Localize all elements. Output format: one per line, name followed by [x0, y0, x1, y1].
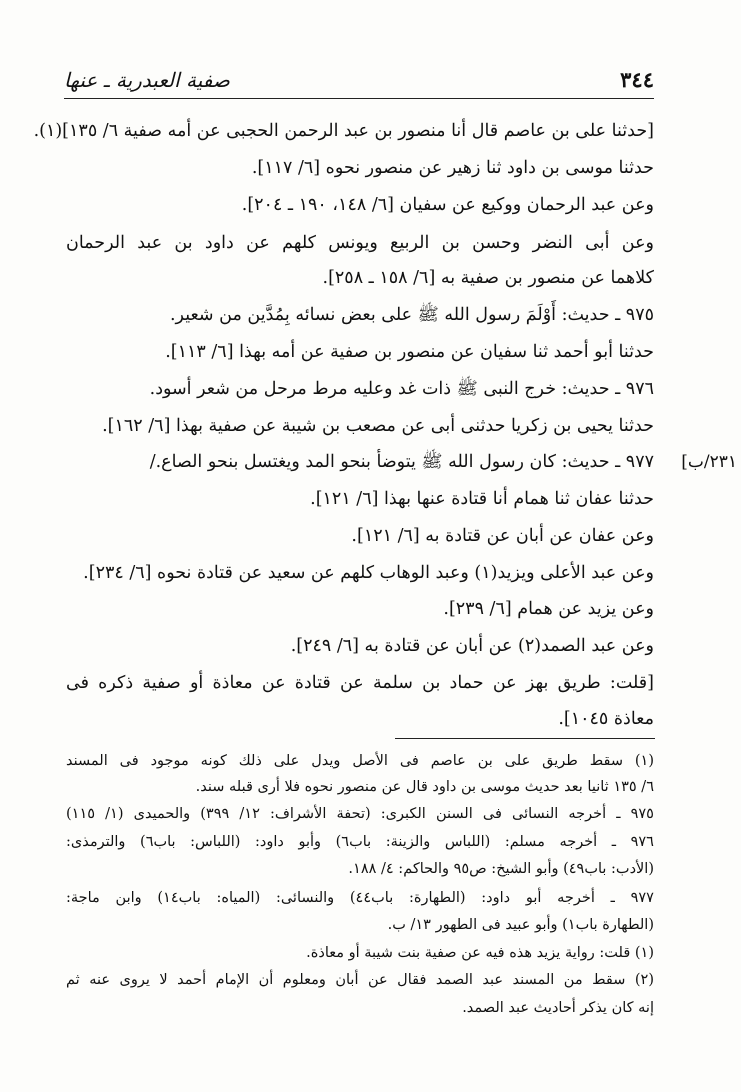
- text-line: وعن عبد الرحمان ووكيع عن سفيان [٦/ ١٤٨، ١٩٠ ـ ٢٠٤].: [241, 195, 654, 215]
- text-line: حدثنا عفان ثنا همام أنا قتادة عنها بهذا [٦/ ١٢١].: [310, 489, 654, 509]
- page-number: ٣٤٤: [620, 67, 654, 92]
- footnote-line: (الطهارة باب١) وأبو عبيد فى الطهور ١٣/ ب.: [387, 917, 654, 933]
- text-line: [قلت: طريق بهز عن حماد بن سلمة عن قتادة عن معاذة أو صفية ذكره فى: [66, 673, 654, 693]
- text-line: وعن عبد الصمد(٢) عن أبان عن قتادة به [٦/ ٢٤٩].: [290, 636, 654, 656]
- footnote-line: ٩٧٧ ـ أخرجه أبو داود: (الطهارة: باب٤٤) والنسائى: (المياه: باب١٤) وابن ماجة:: [66, 890, 654, 906]
- text-line: وعن عفان عن أبان عن قتادة به [٦/ ١٢١].: [351, 526, 654, 546]
- text-line: [حدثنا على بن عاصم قال أنا منصور بن عبد الرحمن الحجبى عن أمه صفية ٦/ ١٣٥](١).: [33, 121, 654, 141]
- hadith-heading-977: ٩٧٧ ـ حديث: كان رسول الله ﷺ يتوضأ بنحو المد ويغتسل بنحو الصاع./: [149, 452, 654, 472]
- footnote-line: ٩٧٦ ـ أخرجه مسلم: (اللباس والزينة: باب٦) وأبو داود: (اللباس: باب٦) والترمذى:: [66, 834, 654, 850]
- hadith-heading-975: ٩٧٥ ـ حديث: أَوْلَمَ رسول الله ﷺ على بعض نسائه بِمُدَّين من شعير.: [169, 305, 654, 325]
- footnote-line: ٩٧٥ ـ أخرجه النسائى فى السنن الكبرى: (تحفة الأشراف: ١٢/ ٣٩٩) والحميدى (١/ ١١٥): [66, 806, 654, 822]
- running-title: صفية العبدرية ـ عنها: [64, 68, 230, 92]
- text-line: معاذة ١٠٤٥].: [558, 709, 654, 729]
- footnote-line: (الأدب: باب٤٩) وأبو الشيخ: ص٩٥ والحاكم: ٤/ ١٨٨.: [348, 861, 654, 877]
- text-line: كلاهما عن منصور بن صفية به [٦/ ١٥٨ ـ ٢٥٨].: [322, 268, 654, 288]
- margin-folio-note: ٢٣١/ب]: [681, 452, 737, 472]
- text-line: حدثنا يحيى بن زكريا حدثنى أبى عن مصعب بن شيبة عن صفية بهذا [٦/ ١٦٢].: [102, 416, 654, 436]
- text-line: وعن عبد الأعلى ويزيد(١) وعبد الوهاب كلهم عن سعيد عن قتادة نحوه [٦/ ٢٣٤].: [83, 563, 654, 583]
- footnote-line: (١) قلت: رواية يزيد هذه فيه عن صفية بنت شيبة أو معاذة.: [306, 945, 654, 961]
- text-line: حدثنا موسى بن داود ثنا زهير عن منصور نحوه [٦/ ١١٧].: [251, 158, 654, 178]
- footnote-separator: [395, 738, 655, 739]
- footnote-line: ٦/ ١٣٥ ثانيا بعد حديث موسى بن داود قال عن منصور نحوه فلا أرى قبله سند.: [195, 779, 654, 795]
- footnote-line: (٢) سقط من المسند عبد الصمد فقال عن أبان ومعلوم أن الإمام أحمد لا يروى عنه ثم: [66, 972, 654, 988]
- text-line: حدثنا أبو أحمد ثنا سفيان عن منصور بن صفية عن أمه بهذا [٦/ ١١٣].: [165, 342, 654, 362]
- hadith-heading-976: ٩٧٦ ـ حديث: خرج النبى ﷺ ذات غد وعليه مرط مرحل من شعر أسود.: [149, 379, 654, 399]
- text-line: وعن يزيد عن همام [٦/ ٢٣٩].: [443, 599, 654, 619]
- footnote-line: إنه كان يذكر أحاديث عبد الصمد.: [462, 1000, 654, 1016]
- footnote-line: (١) سقط طريق على بن عاصم فى الأصل ويدل على ذلك كونه موجود فى المسند: [66, 753, 654, 769]
- text-line: وعن أبى النضر وحسن بن الربيع ويونس كلهم عن داود بن عبد الرحمان: [66, 233, 654, 253]
